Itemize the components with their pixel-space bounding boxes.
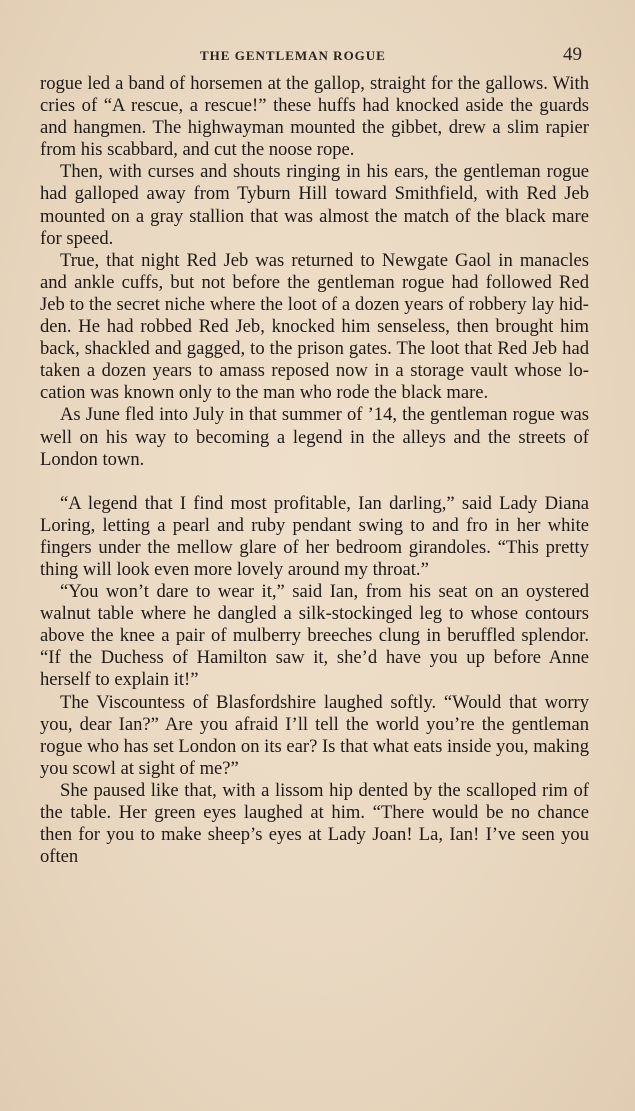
paragraph: As June fled into July in that summer of ’14, the gentleman rogue was well on his way to becoming a legend in the alleys and the streets of London town.: [40, 404, 589, 470]
paragraph: rogue led a band of horsemen at the gallop, straight for the gallows. With cries of “A rescue, a rescue!” these huffs had knocked aside the guards and hangmen. The highwayman mounted the gibbet, drew a slim rapier from his scabbard, and cut the noose rope.: [40, 73, 589, 161]
paragraph: “You won’t dare to wear it,” said Ian, from his seat on an oystered walnut table where he dangled a silk-stockinged leg to whose contours above the knee a pair of mulberry breeches clung in beruffled splendor. “If the Duchess of Hamilton saw it, she’d have you up before Anne herself to explain it!”: [40, 581, 589, 691]
paragraph: The Viscountess of Blasfordshire laughed softly. “Would that worry you, dear Ian?” Are you afraid I’ll tell the world you’re the gentleman rogue who has set London on its ear? Is that what eats inside you, making you scowl at sight of me?”: [40, 691, 589, 779]
running-title: THE GENTLEMAN ROGUE: [200, 48, 386, 63]
page-header: [0, 44, 635, 68]
paragraph: Then, with curses and shouts ringing in his ears, the gentleman rogue had galloped away from Tyburn Hill toward Smithfield, with Red Jeb mounted on a gray stallion that was almost the match of the black mare for speed.: [40, 161, 589, 249]
paragraph: “A legend that I find most profitable, Ian darling,” said Lady Diana Loring, letting a pearl and ruby pendant swing to and fro in her white fingers under the mellow glare of her bedroom girandoles. “This pretty thing will look even more lovely around my throat.”: [40, 492, 589, 580]
page-number: 49: [563, 44, 582, 65]
body-text: [40, 73, 589, 868]
paragraph: True, that night Red Jeb was returned to Newgate Gaol in manacles and ankle cuffs, but not before the gentleman rogue had followed Red Jeb to the secret niche where the loot of a dozen years of robbery lay hidden. He had robbed Red Jeb, knocked him senseless, then brought him back, shackled and gagged, to the prison gates. The loot that Red Jeb had taken a dozen years to amass reposed now in a storage vault whose location was known only to the man who rode the black mare.: [40, 249, 589, 404]
paragraph: She paused like that, with a lissom hip dented by the scalloped rim of the table. Her green eyes laughed at him. “There would be no chance then for you to make sheep’s eyes at Lady Joan! La, Ian! I’ve seen you often: [40, 779, 589, 868]
